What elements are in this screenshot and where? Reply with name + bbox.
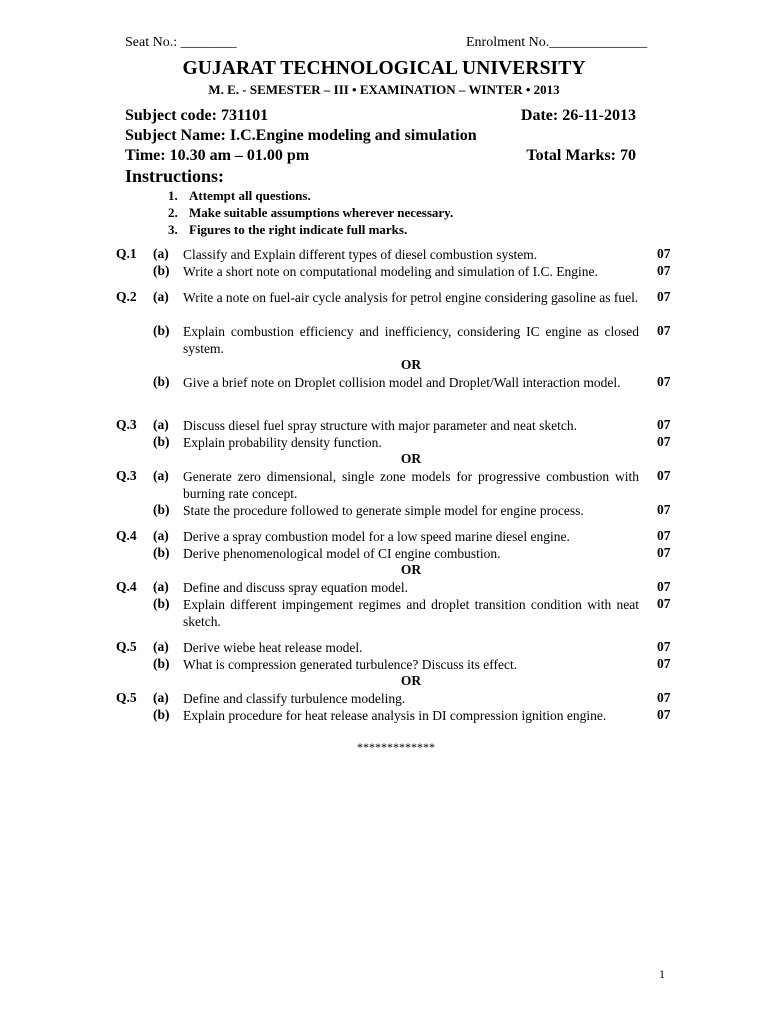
- question-number-q5-or: Q.5: [116, 690, 137, 705]
- question-number-q4: Q.4: [116, 528, 137, 543]
- q2b-marks: 07: [657, 323, 671, 338]
- q1b-text: Write a short note on computational modeling and simulation of I.C. Engine.: [183, 264, 598, 279]
- q4-or-b-label: (b): [153, 596, 170, 611]
- page-number: 1: [659, 967, 665, 981]
- instruction-text: Figures to the right indicate full marks.: [189, 222, 408, 237]
- q5-or-a-marks: 07: [657, 690, 671, 705]
- or-separator: OR: [400, 673, 422, 688]
- question-number-q4-or: Q.4: [116, 579, 137, 594]
- q2b-label: (b): [153, 323, 170, 338]
- exam-date: Date: 26-11-2013: [520, 107, 636, 124]
- subject-name: Subject Name: I.C.Engine modeling and simulation: [125, 127, 477, 144]
- q3a-text: Discuss diesel fuel spray structure with major parameter and neat sketch.: [183, 418, 577, 433]
- q3-or-a-marks: 07: [657, 468, 671, 483]
- q1b-marks: 07: [657, 263, 671, 278]
- university-title: GUJARAT TECHNOLOGICAL UNIVERSITY: [182, 58, 586, 79]
- q5-or-b-marks: 07: [657, 707, 671, 722]
- q5-or-a-text: Define and classify turbulence modeling.: [183, 691, 406, 706]
- instruction-item: [168, 205, 453, 221]
- q5-or-b-label: (b): [153, 707, 170, 722]
- or-separator: OR: [400, 451, 422, 466]
- q2a-label: (a): [153, 289, 169, 304]
- exam-subtitle: M. E. - SEMESTER – III • EXAMINATION – WINTER • 2013: [208, 82, 560, 97]
- instruction-item: [168, 222, 407, 238]
- q1a-text: Classify and Explain different types of diesel combustion system.: [183, 247, 538, 262]
- q2a-marks: 07: [657, 289, 671, 304]
- q2b-or-label: (b): [153, 374, 170, 389]
- q2a-text: Write a note on fuel-air cycle analysis for petrol engine considering gasoline as fuel.: [183, 290, 639, 305]
- q2b-or-text: Give a brief note on Droplet collision model and Droplet/Wall interaction model.: [183, 375, 621, 390]
- instruction-number: 2.: [168, 205, 178, 220]
- q3a-label: (a): [153, 417, 169, 432]
- or-separator: OR: [400, 562, 422, 577]
- q5-or-b-text: Explain procedure for heat release analysis in DI compression ignition engine.: [183, 708, 607, 723]
- instruction-number: 3.: [168, 222, 178, 237]
- question-number-q3: Q.3: [116, 417, 137, 432]
- instructions-title: Instructions:: [125, 166, 225, 186]
- q5b-label: (b): [153, 656, 170, 671]
- instruction-text: Make suitable assumptions wherever necessary.: [189, 205, 454, 220]
- q5a-label: (a): [153, 639, 169, 654]
- q2b-or-marks: 07: [657, 374, 671, 389]
- q3-or-a-label: (a): [153, 468, 169, 483]
- instruction-item: [168, 188, 311, 204]
- q3b-label: (b): [153, 434, 170, 449]
- end-of-paper-marker: *************: [357, 740, 435, 754]
- question-number-q1: Q.1: [116, 246, 137, 261]
- instruction-text: Attempt all questions.: [189, 188, 311, 203]
- q4b-marks: 07: [657, 545, 671, 560]
- q3-or-a-text: Generate zero dimensional, single zone models for progressive combustion with burning rate concept.: [183, 469, 639, 501]
- q3b-marks: 07: [657, 434, 671, 449]
- q4-or-b-text: Explain different impingement regimes and droplet transition condition with neat sketch.: [183, 597, 639, 629]
- q4-or-b-marks: 07: [657, 596, 671, 611]
- q3b-text: Explain probability density function.: [183, 435, 382, 450]
- q5-or-a-label: (a): [153, 690, 169, 705]
- q4-or-a-text: Define and discuss spray equation model.: [183, 580, 408, 595]
- q4b-text: Derive phenomenological model of CI engine combustion.: [183, 546, 501, 561]
- q3a-marks: 07: [657, 417, 671, 432]
- instruction-number: 1.: [168, 188, 178, 203]
- q4a-label: (a): [153, 528, 169, 543]
- q5b-text: What is compression generated turbulence? Discuss its effect.: [183, 657, 518, 672]
- q4a-text: Derive a spray combustion model for a low speed marine diesel engine.: [183, 529, 570, 544]
- question-number-q2: Q.2: [116, 289, 137, 304]
- q3-or-b-text: State the procedure followed to generate simple model for engine process.: [183, 503, 584, 518]
- q5b-marks: 07: [657, 656, 671, 671]
- q1b-label: (b): [153, 263, 170, 278]
- q4a-marks: 07: [657, 528, 671, 543]
- q3-or-b-marks: 07: [657, 502, 671, 517]
- seat-number-field: Seat No.: ________: [125, 35, 237, 50]
- q5a-text: Derive wiebe heat release model.: [183, 640, 363, 655]
- subject-code: Subject code: 731101: [125, 107, 269, 124]
- question-number-q3-or: Q.3: [116, 468, 137, 483]
- q2b-text: Explain combustion efficiency and inefficiency, considering IC engine as closed system.: [183, 324, 639, 356]
- q4-or-a-marks: 07: [657, 579, 671, 594]
- q4b-label: (b): [153, 545, 170, 560]
- question-number-q5: Q.5: [116, 639, 137, 654]
- q1a-marks: 07: [657, 246, 671, 261]
- or-separator: OR: [400, 357, 422, 372]
- q1a-label: (a): [153, 246, 169, 261]
- enrolment-number-field: Enrolment No.______________: [466, 35, 648, 50]
- q4-or-a-label: (a): [153, 579, 169, 594]
- q5a-marks: 07: [657, 639, 671, 654]
- total-marks: Total Marks: 70: [526, 147, 636, 164]
- q3-or-b-label: (b): [153, 502, 170, 517]
- exam-time: Time: 10.30 am – 01.00 pm: [125, 147, 310, 164]
